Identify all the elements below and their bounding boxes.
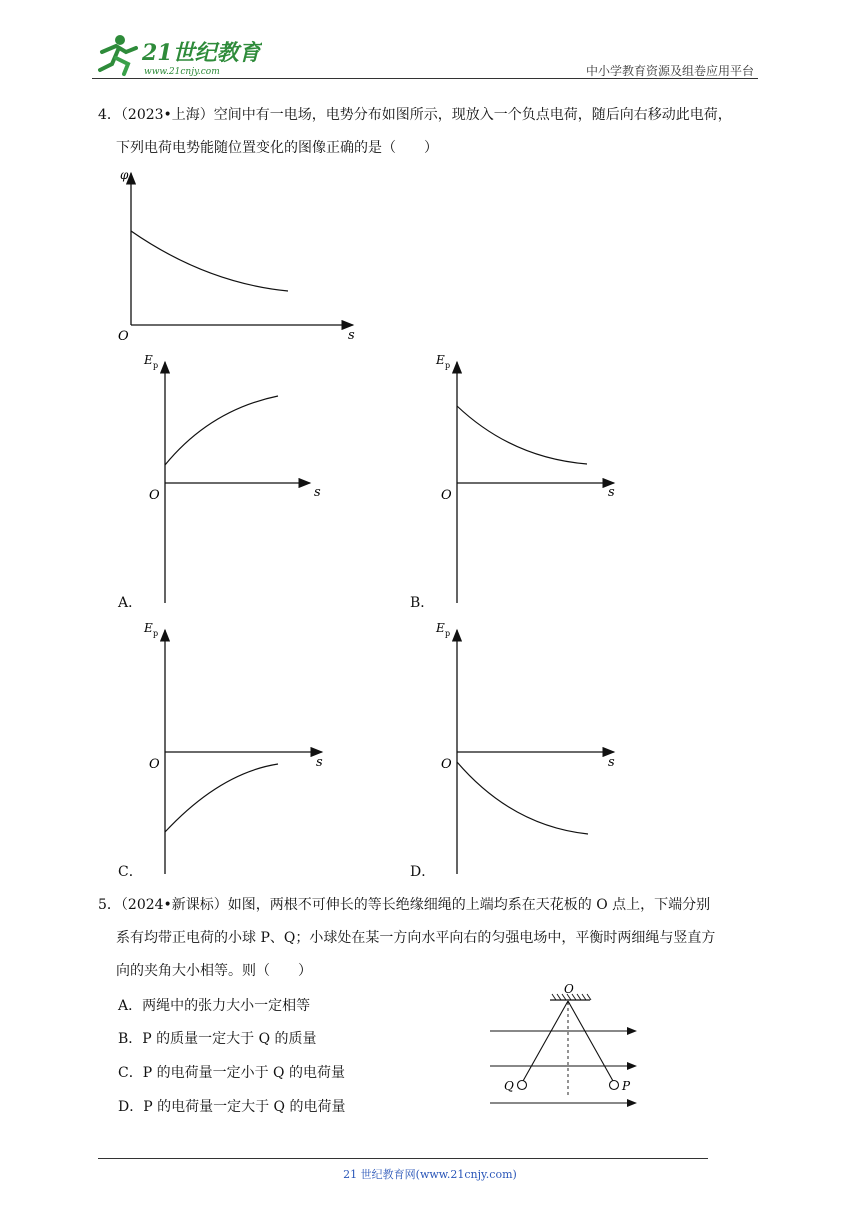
y-axis-label: φ [120,168,129,182]
x-axis-label: s [348,328,355,343]
site-logo [92,30,262,80]
y-axis-label: E [436,621,445,635]
ep-curve [165,764,278,832]
logo-url: www.21cnjy.com [144,67,220,77]
q5-line2: 系有均带正电荷的小球 P、Q；小球处在某一方向水平向右的匀强电场中，平衡时两细绳与竖直方 [116,930,716,946]
ball-q-label: Q [504,1079,514,1093]
point-o-label: O [564,982,574,996]
ball-p [610,1081,619,1090]
option-b-label[interactable]: B． [410,595,435,611]
q4-line1: 4．（2023•上海）空间中有一电场，电势分布如图所示，现放入一个负点电荷，随后向右移动此电荷， [98,107,732,123]
x-axis-label: s [316,755,323,770]
string-q [523,1001,568,1081]
ep-curve [165,396,278,465]
y-axis-subscript: p [153,629,159,638]
origin-label: O [118,329,129,344]
logo-text: 21世纪教育 [142,40,261,66]
option-a-graph [140,350,340,605]
footer-divider [98,1158,708,1159]
x-axis-label: s [608,755,615,770]
string-p [568,1001,613,1081]
origin-label: O [149,488,160,503]
y-axis-subscript: p [445,629,451,638]
option-c-graph [140,618,340,876]
ep-curve [457,406,587,464]
q5-option-c[interactable]: C．P 的电荷量一定小于 Q 的电荷量 [118,1065,345,1081]
option-d-label[interactable]: D． [410,864,436,880]
ball-p-label: P [622,1079,631,1093]
q5-option-b[interactable]: B．P 的质量一定大于 Q 的质量 [118,1031,317,1047]
footer-link[interactable]: 21 世纪教育网(www.21cnjy.com) [343,1168,517,1181]
q5-line1: 5．（2024•新课标）如图，两根不可伸长的等长绝缘细绳的上端均系在天花板的 O 点上，下端分别 [98,897,711,913]
y-axis-label: E [144,353,153,367]
y-axis-subscript: p [445,361,451,370]
y-axis-label: E [436,353,445,367]
x-axis-label: s [314,485,321,500]
q5-option-d[interactable]: D．P 的电荷量一定大于 Q 的电荷量 [118,1099,346,1115]
q4-line2: 下列电荷电势能随位置变化的图像正确的是（ ） [116,140,438,156]
y-axis-subscript: p [153,361,159,370]
origin-label: O [441,757,452,772]
ball-q [518,1081,527,1090]
option-a-label[interactable]: A． [118,595,143,611]
y-axis-label: E [144,621,153,635]
header-divider [92,78,758,79]
ep-curve [457,762,588,834]
runner-icon [100,35,136,74]
option-c-label[interactable]: C． [118,864,143,880]
phi-graph [110,165,370,350]
option-d-graph [432,618,632,876]
q5-line3: 向的夹角大小相等。则（ ） [116,963,312,979]
q5-option-a[interactable]: A．两绳中的张力大小一定相等 [118,998,311,1014]
x-axis-label: s [608,485,615,500]
origin-label: O [149,757,160,772]
phi-curve [131,231,288,291]
platform-title: 中小学教育资源及组卷应用平台 [585,64,754,78]
q5-figure [480,980,650,1115]
origin-label: O [441,488,452,503]
option-b-graph [432,350,632,605]
